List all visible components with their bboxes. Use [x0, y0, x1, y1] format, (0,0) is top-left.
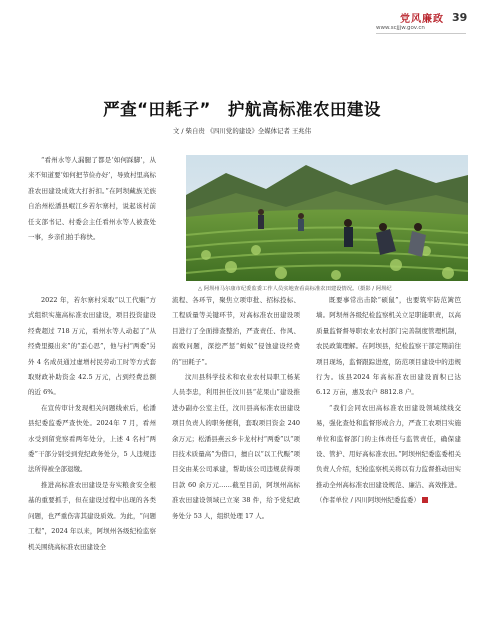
paragraph: [316, 401, 461, 509]
article-byline: 文 / 柴自贵 《四川党的建设》全媒体记者 王兆伟: [172, 127, 312, 135]
magazine-logo: 党风廉政: [400, 14, 444, 25]
paragraph: 汶川县科学技术和农业农村局职工杨某人员李忠，利用担任汶川县“花果山”建设推进办副办公室主任，汶川县高标准农田建设项目负责人的职务便利，套取项目资金 240 余万元；松潘县燕云乡卡龙村村“两委”以“项目技术质量高”为借口，擅自以“以工代赈”项目交由某公司承建，帮助该公司违规获得项目款 60 余万元……截至目前，阿坝州高标准农田建设领域已立案 38 件，给予党纪政务处分 53 人，组织处理 17 人。: [172, 373, 300, 520]
header-divider: [376, 33, 466, 34]
paragraph: 2022 年，若尔寨村采取“以工代赈”方式组织实施高标准农田建设，项目投资建设经费超过 718 万元，看州水等人动起了“从经费里摄出来”的“歪心思”，他与村“两委”另外 4 名成员通过虚增村民劳动工时等方式套取财政补助资金 42.5 万元，占到经费总额的近 6%。: [28, 296, 156, 397]
end-mark-icon: [422, 497, 428, 503]
paragraph: 在宣传审计发现相关问题线索后，松潘县纪委监委严查快处。2024年 7 月，看州水受到留党察看两年处分，上述 4 名村“两委”干部分别受到党纪政务处分，5 人违规违法所得被全部退缴。: [28, 403, 156, 474]
article-photo: [186, 155, 468, 281]
paragraph: 流程、各环节，聚焦立项审批、招标投标、工程质量等关键环节，对高标准农田建设项目进行了全面排查整治，严查责任、作风、腐败问题，深挖严惩“蚂蚁”侵蚀建设经费的“田耗子”。: [172, 296, 300, 366]
body-column-1: [28, 293, 156, 555]
body-column-2: [172, 293, 300, 524]
paragraph: “看州水等人漏腿了都是‘如何踩脚’，从来不知道要‘如何把节俭办好’，导致村里高标准农田建设成效大打折扣。”在阿坝藏族羌族自治州松潘县岷江乡若尔寨村，说起该村前任支部书记、村委会主任看州水等人被查处一事，乡亲们拍手称快。: [28, 156, 156, 242]
paragraph-text: “我们会同农田高标准农田建设领域续线交易，强化查处和监督形成合力，严查工农项目实施单位和监督部门的主体责任与监管责任，确保建设、管护、用好高标准农田。”阿坝州纪委监委相关负责人介绍，纪检监察机关将以有力监督推动田实推动全州高标准农田建设规范、廉洁、高效推进。（作者单位 / 四川阿坝州纪委监委）: [316, 403, 461, 505]
field-inspection-photo: [186, 155, 468, 281]
paragraph: 推进高标准农田建设是夯实粮食安全根基的重要抓手，但在建设过程中出现的各类问题，也严重伤害其建设质效。为此，“问题工程”，2024 年以来，阿坝州各级纪检监察机关围绕高标准农田建设全: [28, 480, 156, 551]
body-column-3: [316, 293, 461, 509]
site-url: www.scjjjw.gov.cn: [376, 25, 425, 31]
article-title: 严查“田耗子” 护航高标准农田建设: [103, 100, 381, 119]
paragraph: 既要事常出击除“硕鼠”，也要筑牢防范篱笆墙。阿坝州各级纪检监察机关立足职能职责，以高质量监督督导职农业农村部门完善制度管理机制，农民政策理解。在阿坝县，纪检监察干部定期前往项目现场，监督跟踪进度，防范项目建设中的违规行为。该县2024 年高标准农田建设面积已达 6.12 万亩，惠及农户 8812.8 户。: [316, 296, 461, 397]
body-column-1-top: [28, 153, 156, 245]
page-number: 39: [452, 11, 468, 24]
photo-caption: △ 阿坝州马尔康市纪委监委工作人员实地查看高标准农田建设情况。（摄影 / 阿坝纪: [198, 286, 392, 292]
